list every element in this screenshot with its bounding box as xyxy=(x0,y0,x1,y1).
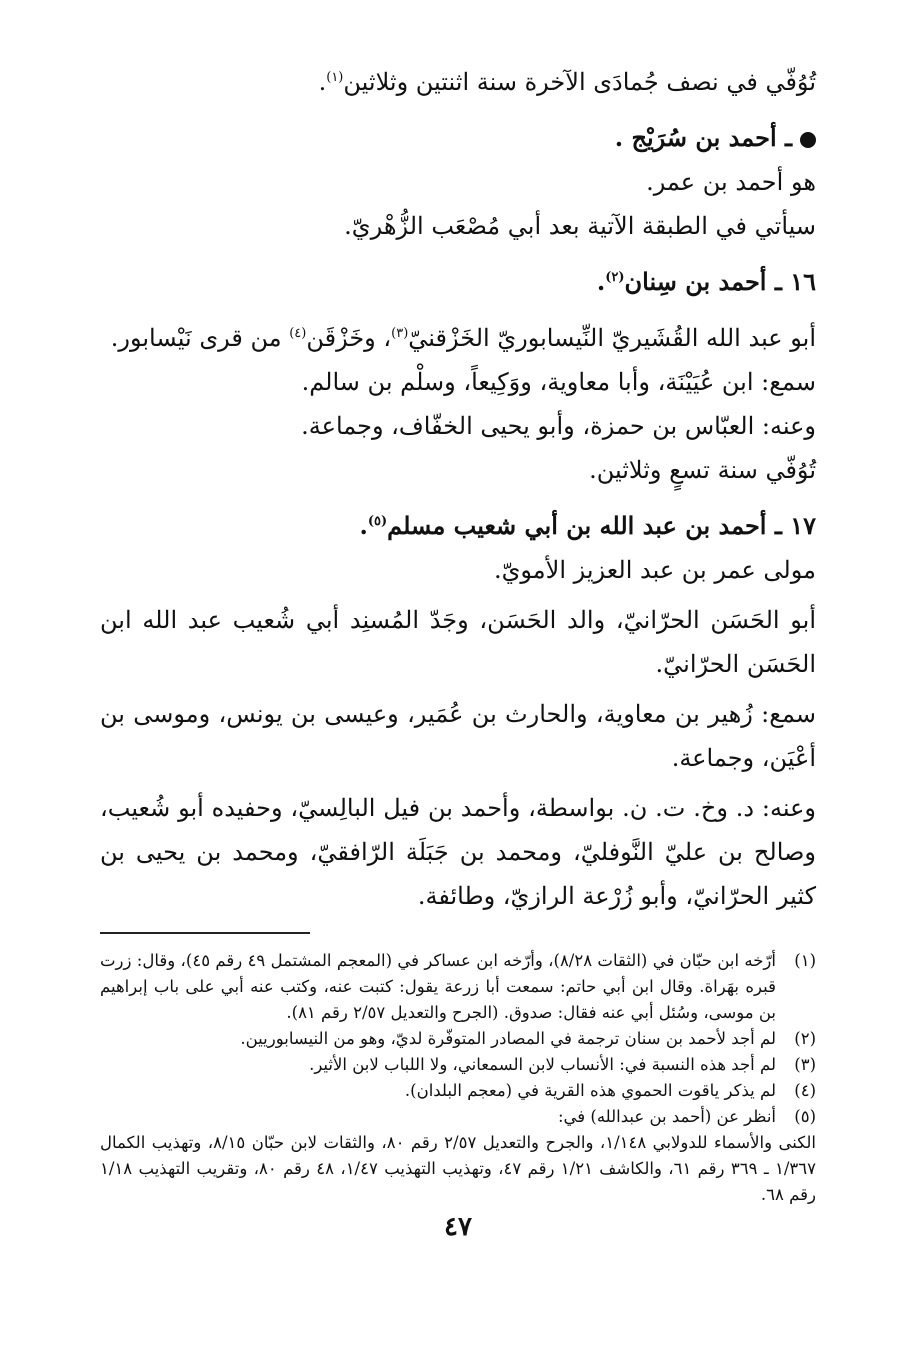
footnote-text: أنظر عن (أحمد بن عبدالله) في: xyxy=(557,1107,776,1126)
entry-heading: ١٦ ـ أحمد بن سِنان$^{(٢)}$. xyxy=(596,267,816,296)
footnote-number: (١) xyxy=(794,951,816,970)
paragraph: وعنه: د. وخ. ت. ن. بواسطة، وأحمد بن فيل البالِسيّ، وحفيده أبو شُعيب، وصالح بن عليّ النَّوفليّ، ومحمد بن جَبَلَة الرّافقيّ، ومحمد بن يحيى بن كثير الحرّانيّ، وأبو زُرْعة الرازيّ، وطائفة. xyxy=(100,794,816,910)
footnote xyxy=(100,1026,816,1052)
text-line: سمع: ابن عُيَيْنَة، وأبا معاوية، ووَكِيعاً، وسلْم بن سالم. xyxy=(301,368,816,396)
footnote-text: لم يذكر ياقوت الحموي هذه القرية في (معجم البلدان). xyxy=(404,1081,776,1100)
text-line: وعنه: العبّاس بن حمزة، وأبو يحيى الخفّاف، وجماعة. xyxy=(301,412,816,440)
text-line: تُوُفّي في نصف جُمادَى الآخرة سنة اثنتين وثلاثين$^{(١)}$. xyxy=(318,68,816,96)
footnote xyxy=(100,1052,816,1078)
text-line: تُوُفّي سنة تسعٍ وثلاثين. xyxy=(589,456,816,484)
footnotes xyxy=(100,948,816,1208)
page-number: ٤٧ xyxy=(444,1212,472,1242)
main-text xyxy=(100,60,816,918)
footnote-number: (٤) xyxy=(794,1081,816,1100)
footnote-number: (٢) xyxy=(794,1029,816,1048)
text-line: سيأتي في الطبقة الآتية بعد أبي مُصْعَب الزُّهْريّ. xyxy=(344,212,816,240)
footnote-text: لم أجد هذه النسبة في: الأنساب لابن السمعاني، ولا اللباب لابن الأثير. xyxy=(309,1055,776,1074)
footnote-ref: (٢) xyxy=(605,270,625,285)
footnote-ref: (٣) xyxy=(391,326,409,341)
footnote-text: لم أجد لأحمد بن سنان ترجمة في المصادر المتوفّرة لديّ، وهو من النيسابوريين. xyxy=(240,1029,776,1048)
footnote-text: أرّخه ابن حبّان في (الثقات ٨/٢٨)، وأرّخه ابن عساكر في (المعجم المشتمل ٤٩ رقم ٤٥)، وقال: زرت قبره بهَراة. وقال ابن أبي حاتم: سمعت أبا زرعة يقول: كتبت عنه، وكتب عنه أبي على باب إبراهيم بن موسى، وسُئل أبي عنه فقال: صدوق. (الجرح والتعديل ٢/٥٧ رقم ٨١). xyxy=(100,951,776,1022)
footnote-ref: (٤) xyxy=(289,326,307,341)
entry-heading: ـ أحمد بن سُرَيْج . xyxy=(100,116,816,160)
footnote-continuation: الكنى والأسماء للدولابي ١/١٤٨، والجرح والتعديل ٢/٥٧ رقم ٨٠، والثقات لابن حبّان ٨/١٥، وتهذيب الكمال ١/٣٦٧ ـ ٣٦٩ رقم ٦١، والكاشف ١/٢١ رقم ٤٧، وتهذيب التهذيب ١/٤٧، ٤٨ رقم ٨٠، وتقريب التهذيب ١/١٨ رقم ٦٨. xyxy=(100,1133,817,1204)
paragraph: سمع: زُهير بن معاوية، والحارث بن عُمَير، وعيسى بن يونس، وموسى بن أعْيَن، وجماعة. xyxy=(100,700,816,772)
footnote-ref: (٥) xyxy=(367,514,388,529)
footnote-number: (٣) xyxy=(794,1055,816,1074)
text-line: مولى عمر بن عبد العزيز الأمويّ. xyxy=(493,556,816,584)
text-line: أبو عبد الله القُشَيريّ النِّيسابوريّ الخَزْقنيّ$^{(٣)}$، وخَزْقَن$^{(٤)}$ من قرى نَيْسابور. xyxy=(110,324,816,352)
footnote-divider xyxy=(100,932,310,934)
bullet-icon xyxy=(800,132,816,148)
footnote xyxy=(100,1078,816,1104)
footnote xyxy=(100,1104,816,1130)
entry-heading: ١٧ ـ أحمد بن عبد الله بن أبي شعيب مسلم$^{(٥)}$. xyxy=(359,511,816,540)
footnote xyxy=(100,948,816,1026)
text-line: هو أحمد بن عمر. xyxy=(646,168,816,196)
paragraph: أبو الحَسَن الحرّانيّ، والد الحَسَن، وجَدّ المُسنِد أبي شُعيب عبد الله ابن الحَسَن الحرّانيّ. xyxy=(100,606,816,678)
footnote-number: (٥) xyxy=(794,1107,816,1126)
footnote-ref: (١) xyxy=(326,70,344,85)
